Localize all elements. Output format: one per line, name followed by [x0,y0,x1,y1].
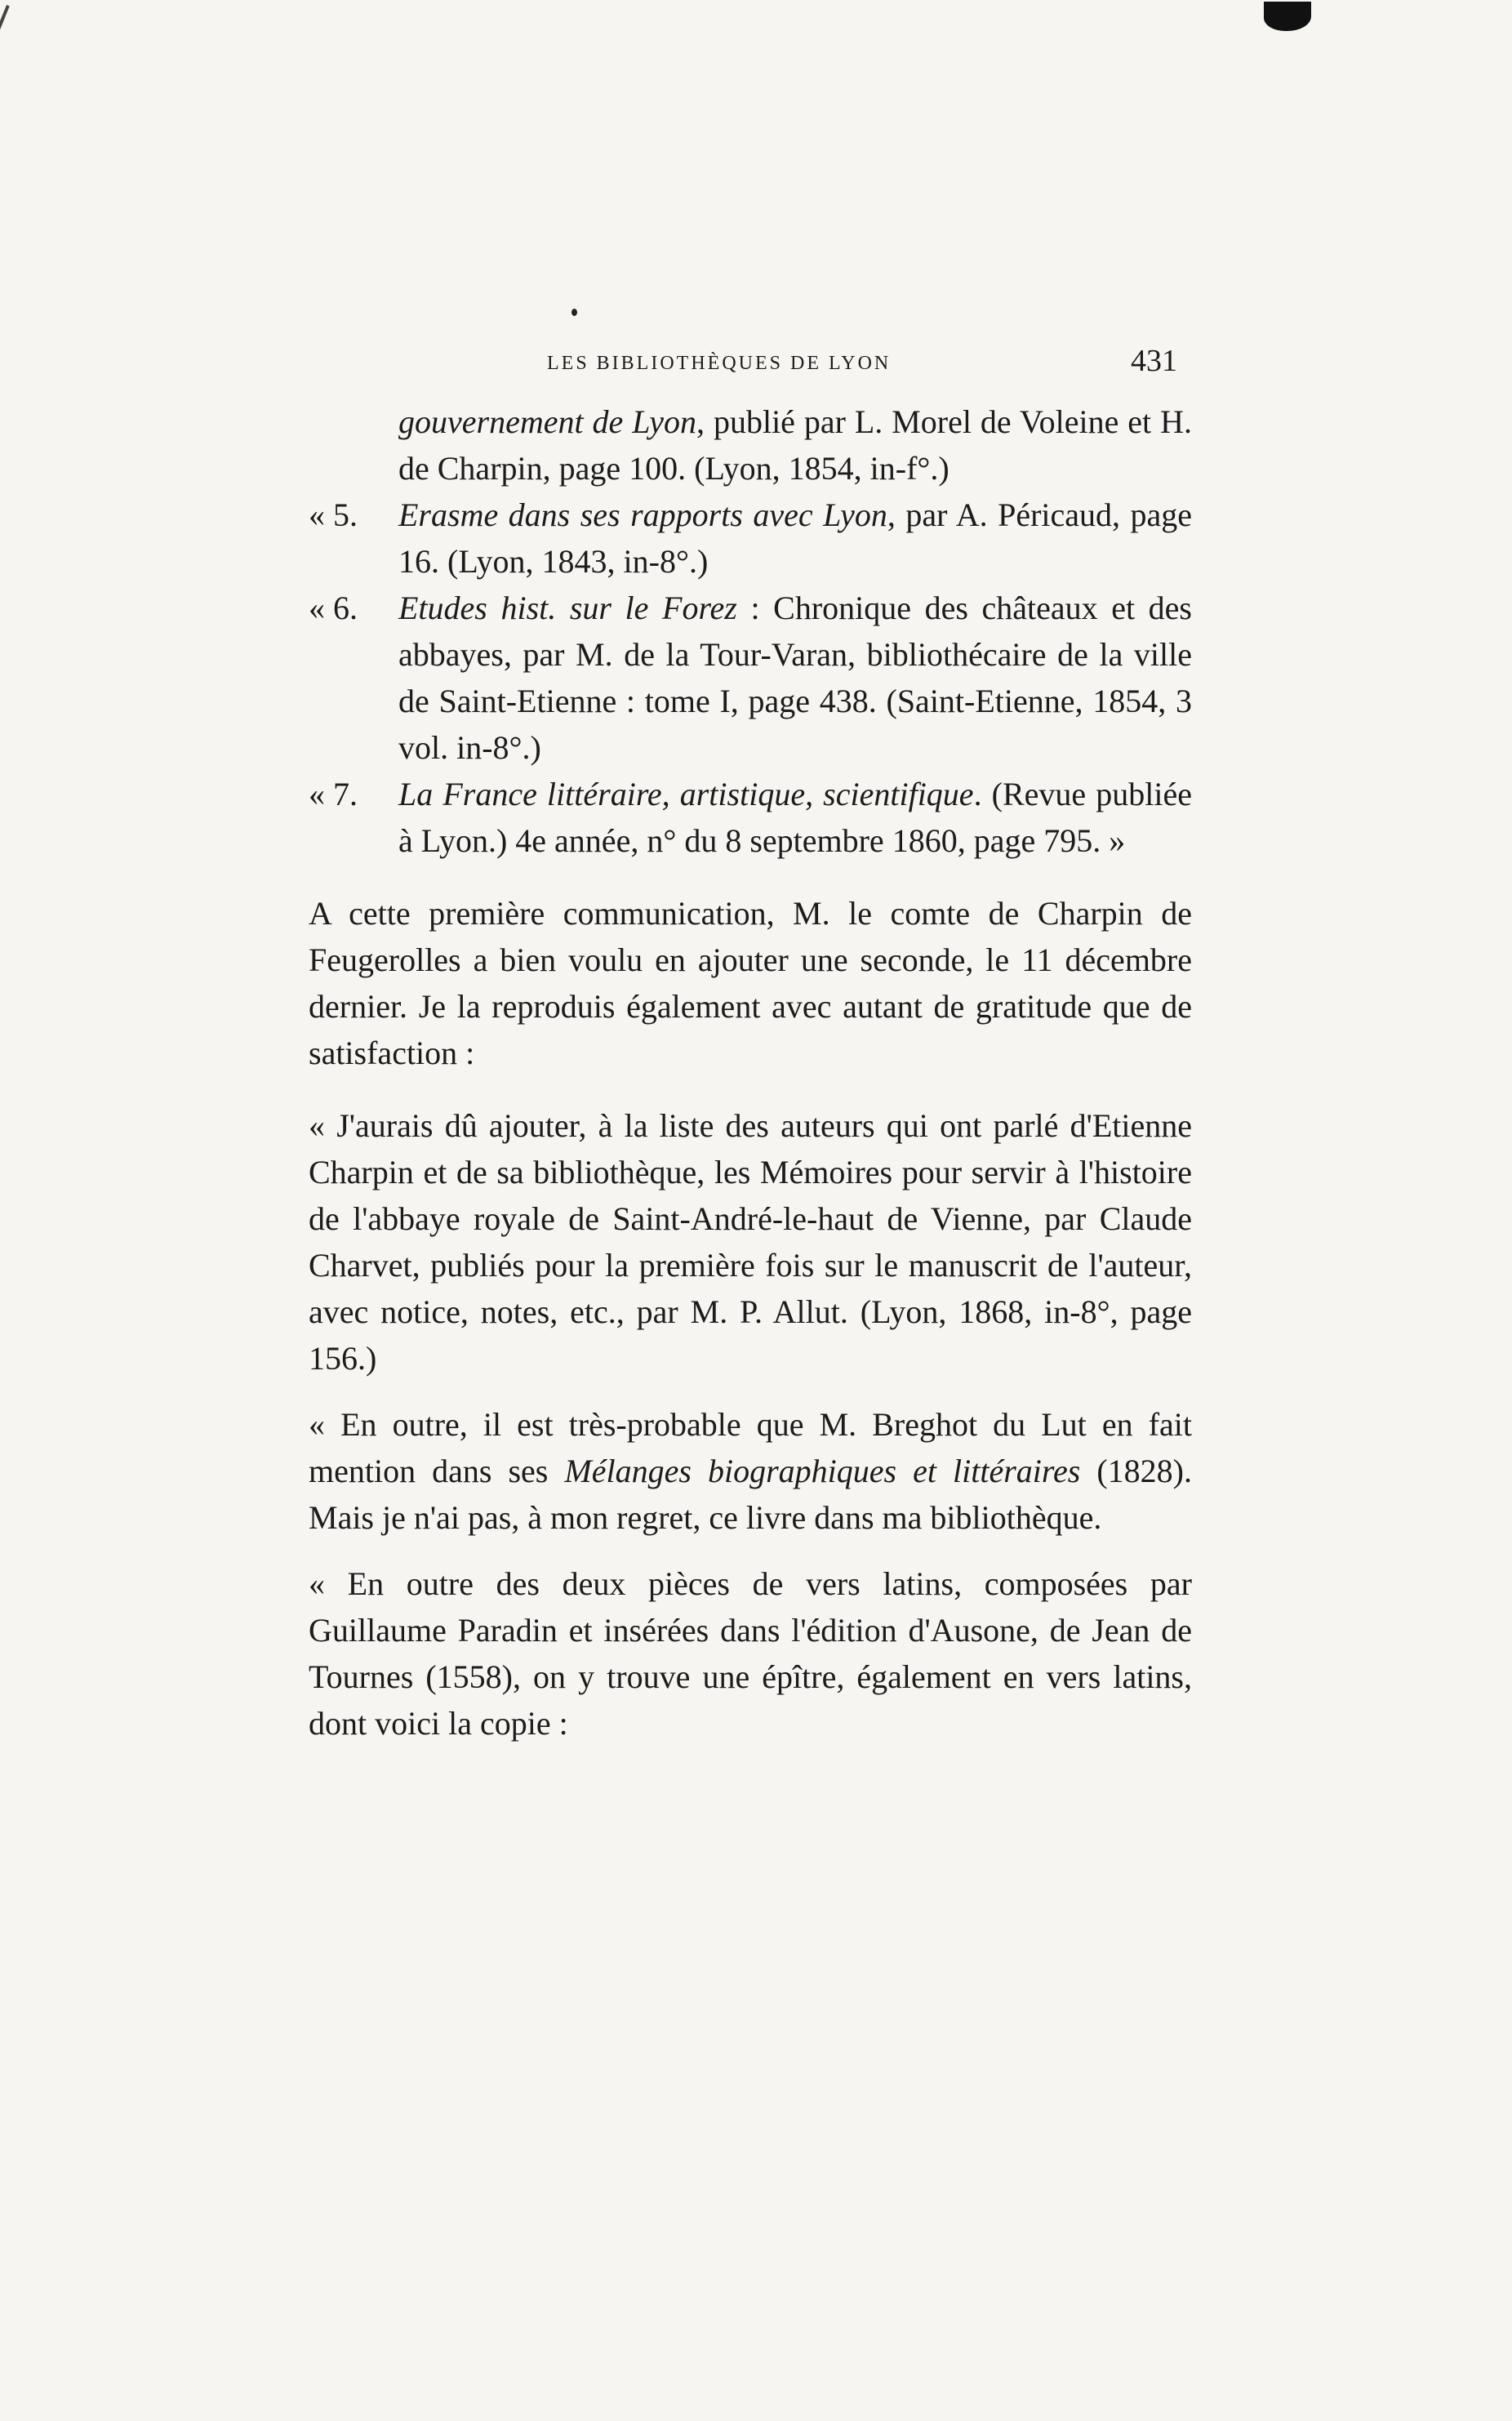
book-title: Mélanges biographiques et littéraires [564,1453,1081,1489]
footnote-title: Etudes hist. sur le Forez [398,590,737,626]
footnote-title: Erasme dans ses rapports avec Lyon [398,496,887,533]
paragraph-4: « En outre des deux pièces de vers latins, composées par Guillaume Paradin et insérées dans l'édition d'Ausone, de Jean de Tournes (1558), on y trouve une épître, également en vers latins, dont voici la copie : [309,1565,1192,1742]
footnote-title: gouvernement de Lyon [398,403,697,440]
page-body [309,398,1192,1747]
paragraph-text: « En outre, il est très-probable que M. Breghot du Lut en fait mention dans ses [309,1406,1192,1489]
paragraph-2: « J'aurais dû ajouter, à la liste des auteurs qui ont parlé d'Etienne Charpin et de sa bibliothèque, les Mémoires pour servir à l'histoire de l'abbaye royale de Saint-André-le-haut de Vienne, par Claude Charvet, publiés pour la première fois sur le manuscrit de l'auteur, avec notice, notes, etc., par M. P. Allut. (Lyon, 1868, in-8°, page 156.) [309,1107,1192,1377]
running-head: LES BIBLIOTHÈQUES DE LYON [547,353,892,374]
footnote-number: « 5. [309,496,358,533]
footnote-text: , par A. Péricaud, page 16. (Lyon, 1843, in-8°.) [398,496,1192,580]
footnote-text: . (Revue publiée à Lyon.) 4e année, n° du 8 septembre 1860, page 795. » [398,776,1192,859]
footnote-text: : Chronique des châteaux et des abbayes, par M. de la Tour-Varan, bibliothécaire de la ville de Saint-Etienne : tome I, page 438. (Saint-Etienne, 1854, 3 vol. in-8°.) [398,590,1193,766]
footnote-5 [309,492,1192,585]
paragraph-text: (1828). Mais je n'ai pas, à mon regret, ce livre dans ma bibliothèque. [309,1453,1193,1536]
footnote-7 [309,771,1192,864]
page-number: 431 [1131,344,1177,378]
footnote-number: « 7. [309,776,358,812]
footnote-continuation [309,398,1192,492]
ink-blot [1264,2,1311,31]
paragraph-1: A cette première communication, M. le comte de Charpin de Feugerolles a bien voulu en ajouter une seconde, le 11 décembre dernier. Je la reproduis également avec autant de gratitude que de satisfaction : [309,895,1192,1071]
footnote-number: « 6. [309,590,358,626]
margin-pen-stroke [0,5,10,65]
footnote-6 [309,585,1192,771]
footnote-text: , publié par L. Morel de Voleine et H. de Charpin, page 100. (Lyon, 1854, in-f°.) [398,403,1192,487]
footnote-title: La France littéraire, artistique, scientifique [398,776,974,812]
ink-dot [571,309,577,316]
paragraph-3 [309,1401,1192,1541]
